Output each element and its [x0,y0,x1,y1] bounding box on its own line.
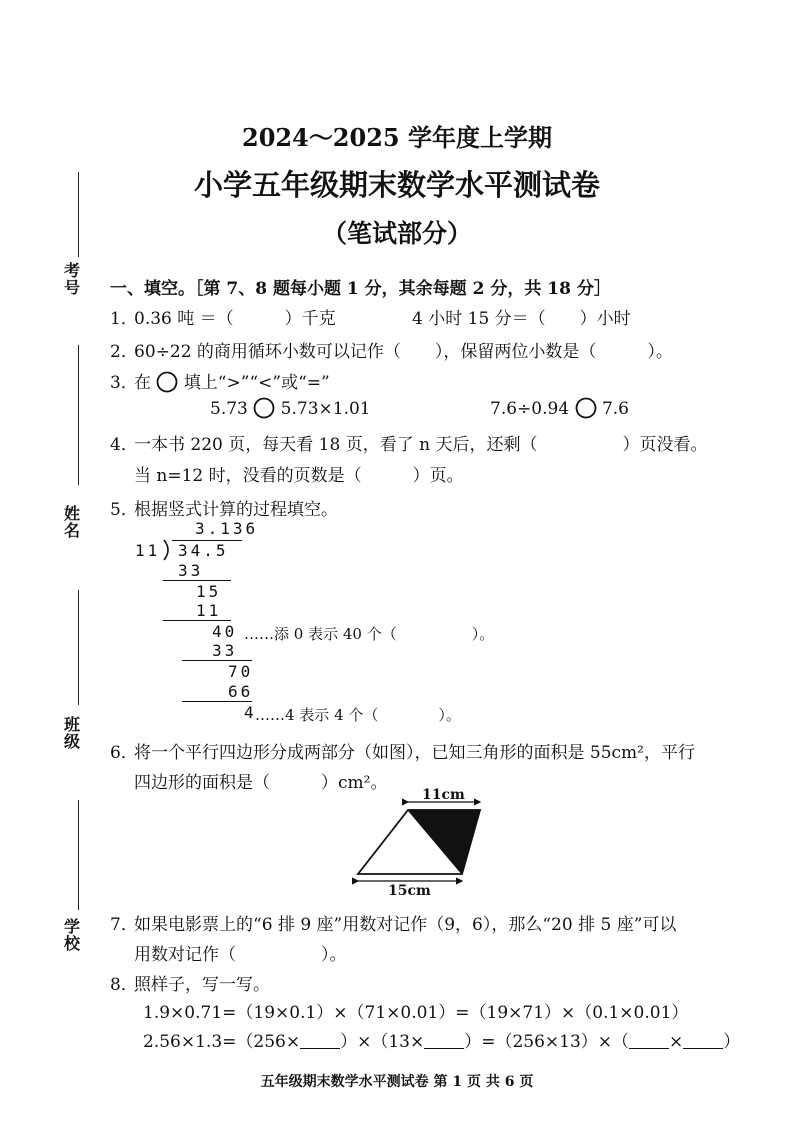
compare-b-left: 7.6÷0.94 [490,399,570,419]
step-2: 15 [196,582,222,601]
page-title: 小学五年级期末数学水平测试卷 [193,168,600,202]
question-number: 4． [110,435,138,455]
practice-part-2: ）×（13× [340,1032,425,1052]
question-5-text: 根据竖式计算的过程填空。 [134,500,338,520]
step-1: 33 [178,561,204,580]
compare-a-left: 5.73 [210,399,248,419]
question-3-before: 在 [134,373,151,393]
compare-a [210,397,371,419]
margin-label-exam-number: 考号 [63,261,80,297]
question-5 [110,495,338,520]
question-3 [110,368,330,393]
example-line: 1.9×0.71=（19×0.1）×（71×0.01）=（19×71）×（0.1×0.01） [143,1003,689,1023]
dividend: 34.5 [178,541,229,560]
question-number: 2． [110,342,138,362]
note-1: ……添 0 表示 40 个（ ）。 [244,625,495,643]
page-footer: 五年级期末数学水平测试卷 第 1 页 共 6 页 [260,1074,534,1090]
margin-label-school: 学校 [63,917,80,953]
circle-icon [156,371,178,393]
name-line [78,345,79,485]
step-line [182,701,252,702]
exam-number-line [78,172,79,257]
circle-icon[interactable] [253,397,275,419]
page-subtitle: （笔试部分） [321,219,472,248]
compare-b-right: 7.6 [601,399,629,419]
question-2-text: 60÷22 的商用循环小数可以记作（ ），保留两位小数是（ ）。 [134,342,673,362]
compare-b [490,397,629,419]
note-2: ……4 表示 4 个（ ）。 [255,706,461,724]
question-6-line1: 将一个平行四边形分成两部分（如图），已知三角形的面积是 55cm²，平行 [134,743,695,763]
practice-part-5: ） [723,1032,741,1052]
question-3-after: 填上“>”“<”或“=” [183,373,330,393]
practice-part-1: 2.56×1.3=（256× [143,1032,301,1052]
question-7 [110,910,676,935]
question-7-line2: 用数对记作（ ）。 [134,945,347,965]
margin-label-class: 班级 [63,715,80,751]
circle-icon[interactable] [575,397,597,419]
division-bracket-icon [162,538,174,562]
practice-line [143,1027,740,1052]
question-6-line2: 四边形的面积是（ ）cm²。 [134,773,388,793]
divisor: 11 [135,541,161,560]
step-line [163,620,231,621]
answer-blank[interactable] [683,1034,723,1049]
step-8: 4 [244,703,257,722]
question-number: 1． [110,309,138,329]
question-number: 5． [110,500,138,520]
practice-part-4: × [669,1032,684,1052]
answer-blank[interactable] [300,1034,340,1049]
margin-label-name: 姓名 [63,504,80,540]
question-6 [110,738,695,763]
question-8 [110,970,270,995]
step-line [163,580,231,581]
step-line [182,660,252,661]
step-7: 66 [228,682,254,701]
answer-blank[interactable] [629,1034,669,1049]
question-4 [110,430,707,455]
question-number: 3． [110,373,138,393]
step-3: 11 [196,601,222,620]
question-1-part-b: 4 小时 15 分＝（ ）小时 [412,309,631,329]
step-6: 70 [228,662,254,681]
question-1-part-a: 0.36 吨 ＝（ ）千克 [134,309,336,329]
question-number: 7． [110,915,138,935]
exam-year: 2024～2025 学年度上学期 [242,123,552,152]
question-number: 8． [110,975,138,995]
question-2 [110,337,673,362]
quotient: 3.136 [195,519,259,538]
top-dimension-label: 11cm [422,787,465,803]
class-line [78,590,79,705]
section-heading: 一、填空。［第 7、8 题每小题 1 分，其余每题 2 分，共 18 分］ [110,279,611,299]
question-8-text: 照样子，写一写。 [134,975,270,995]
question-number: 6． [110,743,138,763]
question-7-line1: 如果电影票上的“6 排 9 座”用数对记作（9，6），那么“20 排 5 座”可以 [134,915,677,935]
school-line [78,800,79,910]
triangle-shape [408,810,480,874]
question-4-line1: 一本书 220 页，每天看 18 页，看了 n 天后，还剩（ ）页没看。 [134,435,708,455]
step-5: 33 [212,641,238,660]
question-4-line2: 当 n=12 时，没看的页数是（ ）页。 [134,466,464,486]
bottom-dimension-label: 15cm [388,883,431,899]
compare-a-right: 5.73×1.01 [280,399,371,419]
step-4: 40 [212,622,238,641]
answer-blank[interactable] [424,1034,464,1049]
question-1 [110,304,336,329]
practice-part-3: ）=（256×13）×（ [464,1032,630,1052]
